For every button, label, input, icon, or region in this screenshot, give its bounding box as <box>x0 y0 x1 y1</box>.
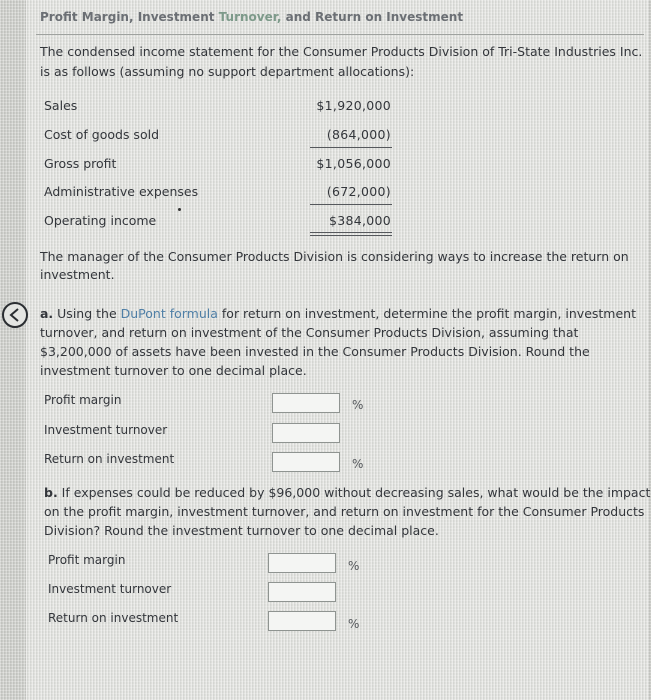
back-button[interactable] <box>2 302 28 328</box>
manager-line-1: The manager of the Consumer Products Division is considering ways to increase the return on <box>40 249 629 264</box>
part-a-profit-margin-unit: % <box>352 398 364 412</box>
part-b-line-3: Division? Round the investment turnover to one decimal place. <box>44 523 439 538</box>
chevron-left-icon <box>9 308 21 322</box>
title-divider <box>36 34 644 35</box>
gross-profit-amount: $1,056,000 <box>316 156 391 171</box>
manager-line-2: investment. <box>40 267 115 282</box>
part-a-roi-input[interactable] <box>272 452 340 472</box>
part-b-roi-label: Return on investment <box>48 611 179 625</box>
part-b-investment-turnover-label: Investment turnover <box>48 582 172 596</box>
intro-line-2: is as follows (assuming no support department allocations): <box>40 64 415 79</box>
admin-expenses-label: Administrative expenses <box>44 184 199 199</box>
part-a-investment-turnover-label: Investment turnover <box>44 423 168 437</box>
part-a-line-1 <box>40 304 636 323</box>
cogs-underline <box>310 147 392 148</box>
part-a-investment-turnover-input[interactable] <box>272 423 340 443</box>
part-b-investment-turnover-input[interactable] <box>268 582 336 602</box>
part-b-text-1: If expenses could be reduced by $96,000 without decreasing sales, what would be the impact <box>57 485 651 500</box>
part-a-text-pre: Using the <box>53 306 121 321</box>
cogs-label: Cost of goods sold <box>44 127 160 142</box>
operating-income-amount: $384,000 <box>328 213 391 228</box>
part-b-roi-unit: % <box>348 617 360 631</box>
part-b-line-1 <box>44 483 650 502</box>
title-text-2: Turnover, <box>218 10 282 24</box>
part-a-profit-margin-label: Profit margin <box>44 393 122 407</box>
part-a-line-2: turnover, and return on investment of the Consumer Products Division, assuming that <box>40 325 579 340</box>
gross-profit-label: Gross profit <box>44 156 117 171</box>
title-text-3: and Return on Investment <box>281 10 464 24</box>
part-a-line-3: $3,200,000 of assets have been invested in the Consumer Products Division. Round the <box>40 344 590 359</box>
part-a-roi-unit: % <box>352 457 364 471</box>
part-b-line-2: on the profit margin, investment turnover, and return on investment for the Consumer Products <box>44 504 645 519</box>
title-text-1: Profit Margin, Investment <box>40 10 219 24</box>
part-a-roi-label: Return on investment <box>44 452 175 466</box>
part-a-line-4: investment turnover to one decimal place. <box>40 363 307 378</box>
stray-dot <box>178 208 181 211</box>
part-b-roi-input[interactable] <box>268 611 336 631</box>
cogs-amount: (864,000) <box>326 127 391 142</box>
intro-line-1: The condensed income statement for the Consumer Products Division of Tri-State Industries Inc. <box>40 44 643 59</box>
operating-underline-1 <box>310 232 392 233</box>
part-b-profit-margin-input[interactable] <box>268 553 336 573</box>
admin-underline <box>310 204 392 205</box>
part-a-text-post: for return on investment, determine the profit margin, investment <box>217 306 637 321</box>
page-title <box>40 10 463 24</box>
sales-amount: $1,920,000 <box>316 98 391 113</box>
admin-expenses-amount: (672,000) <box>326 184 391 199</box>
sales-label: Sales <box>44 98 78 113</box>
operating-income-label: Operating income <box>44 213 157 228</box>
part-a-profit-margin-input[interactable] <box>272 393 340 413</box>
part-b-profit-margin-label: Profit margin <box>48 553 126 567</box>
part-a-prefix: a. <box>40 306 54 321</box>
part-b-prefix: b. <box>44 485 58 500</box>
dupont-formula-link[interactable]: DuPont formula <box>120 306 218 321</box>
part-b-profit-margin-unit: % <box>348 559 360 573</box>
operating-underline-2 <box>310 235 392 236</box>
